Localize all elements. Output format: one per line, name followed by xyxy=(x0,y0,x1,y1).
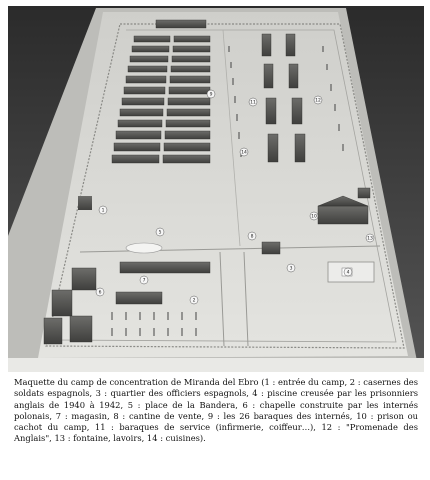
marker-5: 5 xyxy=(158,230,162,236)
board-bottom-edge xyxy=(8,358,424,372)
marker-10: 10 xyxy=(311,214,317,220)
marker-13: 13 xyxy=(367,236,373,242)
marker-1: 1 xyxy=(101,208,105,214)
model-illustration xyxy=(8,6,424,372)
pool xyxy=(126,243,162,253)
marker-7: 7 xyxy=(142,278,146,284)
marker-4: 4 xyxy=(346,270,350,276)
marker-2: 2 xyxy=(192,298,196,304)
entrance-building xyxy=(156,20,206,28)
marker-6: 6 xyxy=(98,290,102,296)
caption-text: Maquette du camp de concentration de Miranda del Ebro (1 : entrée du camp, 2 : casernes des soldats espagnols, 3 : quartier des officiers espagnols, 4 : piscine creusée par les prisonniers anglais de 1940 à 1942, 5 : place de la Bandera, 6 : chapelle construite par les internés polonais, 7 : magasin, 8 : cantine de vente, 9 : les 26 baraques des internés, 10 : prison ou cachot du camp, 11 : baraques de service (infirmerie, coiffeur…), 12 : "Promenade des Anglais", 13 : fontaine, lavoirs, 14 : cuisines). xyxy=(14,377,418,444)
marker-9: 9 xyxy=(209,92,213,98)
marker-8: 8 xyxy=(250,234,254,240)
marker-14: 14 xyxy=(241,150,247,156)
chapel-building xyxy=(78,196,92,210)
marker-12: 12 xyxy=(315,98,321,104)
figure-caption xyxy=(14,377,418,445)
marker-11: 11 xyxy=(250,100,256,106)
camp-model-photograph xyxy=(8,6,424,372)
marker-3: 3 xyxy=(289,266,293,272)
